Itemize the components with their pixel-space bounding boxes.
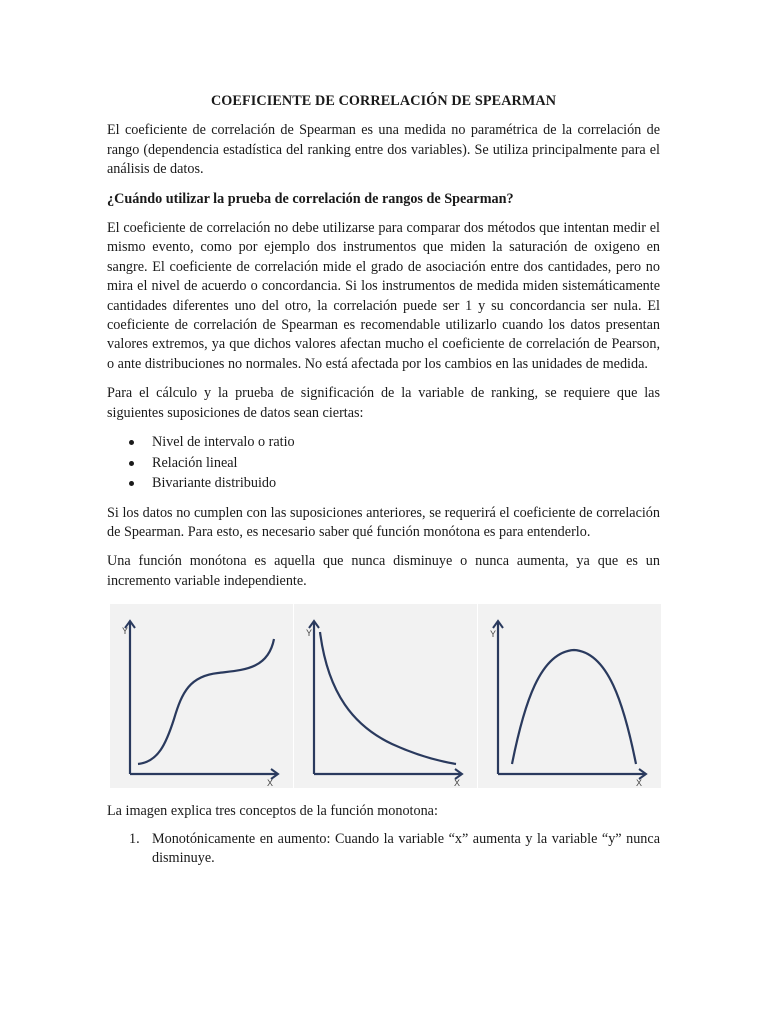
figure-non-monotonic: [478, 604, 661, 788]
list-item: Nivel de intervalo o ratio: [107, 433, 660, 454]
paragraph-spearman: Si los datos no cumplen con las suposiciones anteriores, se requerirá el coeficiente de correlación de Spearman. Para esto, es necesario saber qué función monótona es para entenderlo.: [107, 504, 660, 540]
x-axis-label: X: [454, 778, 461, 789]
bullet-icon: [129, 461, 134, 466]
assumptions-list: [107, 433, 660, 495]
intro-paragraph: El coeficiente de correlación de Spearman es una medida no paramétrica de la correlación de rango (dependencia estadística del ranking entre dos variables). Se utiliza principalmente para el análisis de datos.: [107, 122, 660, 178]
document-title: COEFICIENTE DE CORRELACIÓN DE SPEARMAN: [210, 93, 557, 109]
bullet-icon: [129, 440, 134, 445]
paragraph-assumptions: Para el cálculo y la prueba de significación de la variable de ranking, se requiere que las siguientes suposiciones de datos sean ciertas:: [107, 385, 660, 421]
list-item: Bivariante distribuido: [107, 474, 660, 495]
monotone-concepts-list: [107, 830, 660, 869]
list-number: 1.: [129, 830, 140, 847]
section-question-heading: ¿Cuándo utilizar la prueba de correlación de rangos de Spearman?: [107, 190, 514, 207]
paragraph-usage: El coeficiente de correlación no debe utilizarse para comparar dos métodos que intentan medir el mismo evento, como por ejemplo dos instrumentos que miden la saturación de oxigeno en sangre. El coeficiente de correlación mide el grado de asociación entre dos cantidades, pero no mira el nivel de acuerdo o concordancia. Si los instrumentos de medida miden sistemáticamente cantidades diferentes uno del otro, la correlación puede ser 1 y su concordancia ser nula. El coeficiente de correlación de Spearman es recomendable utilizarlo cuando los datos presentan valores extremos, ya que dichos valores afectan mucho el coeficiente de correlación de Pearson, o ante distribuciones no normales. No está afectada por los cambios en las unidades de medida.: [107, 220, 660, 372]
monotone-figures: [107, 604, 660, 802]
bullet-icon: [129, 481, 134, 486]
decreasing-curve-graph: [294, 604, 477, 788]
y-axis-label: Y: [490, 629, 497, 640]
list-item-text: Monotónicamente en aumento: Cuando la variable “x” aumenta y la variable “y” nunca disminuye.: [152, 830, 660, 867]
x-axis-label: X: [636, 778, 643, 789]
figure-caption: La imagen explica tres conceptos de la función monotona:: [107, 803, 438, 820]
increasing-curve-graph: [110, 604, 293, 788]
y-axis-label: Y: [306, 628, 313, 639]
list-item: Relación lineal: [107, 454, 660, 475]
y-axis-label: Y: [122, 626, 129, 637]
paragraph-monotone: Una función monótona es aquella que nunca disminuye o nunca aumenta, ya que es un incremento variable independiente.: [107, 553, 660, 589]
figure-decreasing: [294, 604, 477, 788]
parabola-curve-graph: [478, 604, 661, 788]
list-item: [107, 830, 660, 869]
document-body: [107, 92, 660, 868]
x-axis-label: X: [267, 778, 274, 789]
figure-increasing: [110, 604, 293, 788]
